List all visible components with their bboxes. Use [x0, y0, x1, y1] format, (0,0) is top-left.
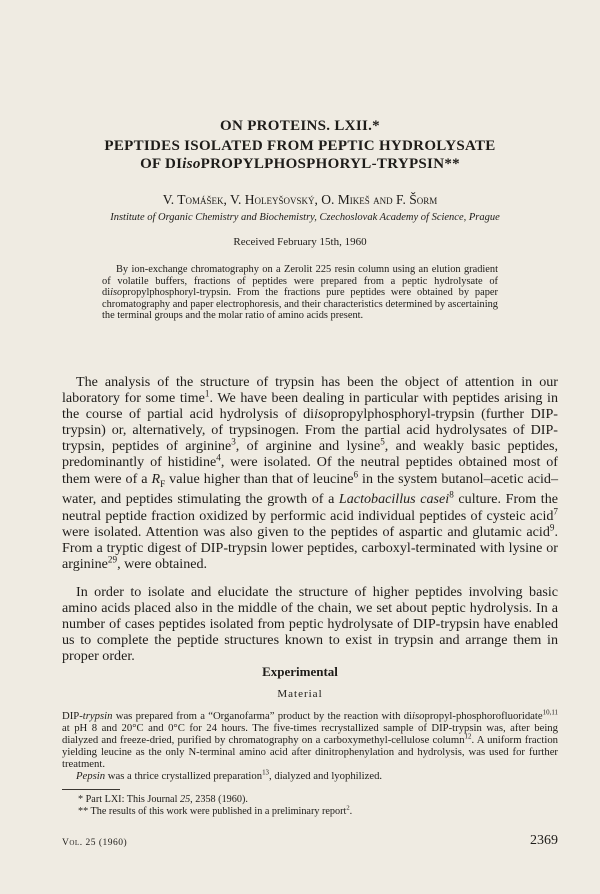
section-title-experimental: Experimental [262, 664, 338, 679]
abstract: By ion-exchange chromatography on a Zerolit 225 resin column using an elution gradient of volatile buffers, fractions of peptides were prepared from a peptic hydrolysate of diisopropylphosphoryl-trypsin. From the fractions pure peptides were obtained by paper chromatography and paper electrophoresis, and their characteristics determined by ascertaining the terminal groups and the molar ratio of amino acids present. [102, 264, 498, 322]
received-date: Received February 15th, 1960 [233, 236, 367, 248]
intro-paragraph: The analysis of the structure of trypsin has been the object of attention in our laboratory for some time$^1$. We have been dealing in particular with peptides arising in the course of partial acid hydrolysis of diisopropylphosphoryl-trypsin (further DIP-trypsin) or, alternatively, of trypsinogen. From the partial acid hydrolysates of DIP-trypsin, peptides of arginine$^3$, of arginine and lysine$^5$, and weakly basic peptides, predominantly of histidine$^4$, were isolated. Of the neutral peptides obtained most of them were of a $R_F$ value higher than that of leucine$^6$ in the system butanol–acetic acid–water, and peptides stimulating the growth of a Lactobacillus casei$^8$ culture. From the neutral peptide fraction oxidized by performic acid individual peptides of cysteic acid$^7$ were isolated. Attention was also given to the peptides of aspartic and glutamic acid$^9$. From a tryptic digest of DIP-trypsin lower peptides, carboxyl-terminated with lysine or arginine$^{29}$, were obtained. [62, 374, 559, 572]
pepsin-paragraph: Pepsin was a thrice crystallized preparation$^{13}$, dialyzed and lyophilized. [76, 768, 383, 782]
journal-volume: Vol. 25 (1960) [62, 838, 128, 848]
footnote-rule [62, 789, 120, 790]
subsection-title-material: Material [277, 688, 323, 700]
footnote-1: * Part LXI: This Journal 25, 2358 (1960). [78, 794, 248, 805]
material-paragraph: DIP-trypsin was prepared from a “Organofarma” product by the reaction with diisopropyl-phosphorofluoridate$^{10,11}$ at pH 8 and 20°C and 0°C for 24 hours. The five-times recrystallized sample of DIP-trypsin was, after being dialyzed and freeze-dried, purified by chromatography on a carboxymethyl-cellulose column$^{12}$. A uniform fraction yielding leucine as the only N-terminal amino acid after dinitrophenylation and hydrolysis, was used for further treatment. [62, 708, 559, 770]
second-paragraph: In order to isolate and elucidate the structure of higher peptides involving basic amino acids placed also in the middle of the chain, we set about peptic hydrolysis. In a number of cases peptides isolated from peptic hydrolysate of DIP-trypsin have enabled us to complete the peptide structures known to exist in trypsin and arrange them in proper order. [62, 584, 558, 665]
page-number: 2369 [530, 833, 558, 848]
authors: V. Tomášek, V. Holeyšovský, O. Mikeš and F. Šorm [162, 192, 438, 207]
title-line-2: PEPTIDES ISOLATED FROM PEPTIC HYDROLYSATE [104, 138, 496, 154]
footnote-2: ** The results of this work were published in a preliminary report$^2$. [78, 804, 353, 817]
affiliation: Institute of Organic Chemistry and Biochemistry, Czechoslovak Academy of Science, Prague [110, 212, 500, 223]
title-line-3: OF DIisoPROPYLPHOSPHORYL-TRYPSIN** [140, 156, 460, 172]
title-line-1: ON PROTEINS. LXII.* [220, 118, 380, 134]
